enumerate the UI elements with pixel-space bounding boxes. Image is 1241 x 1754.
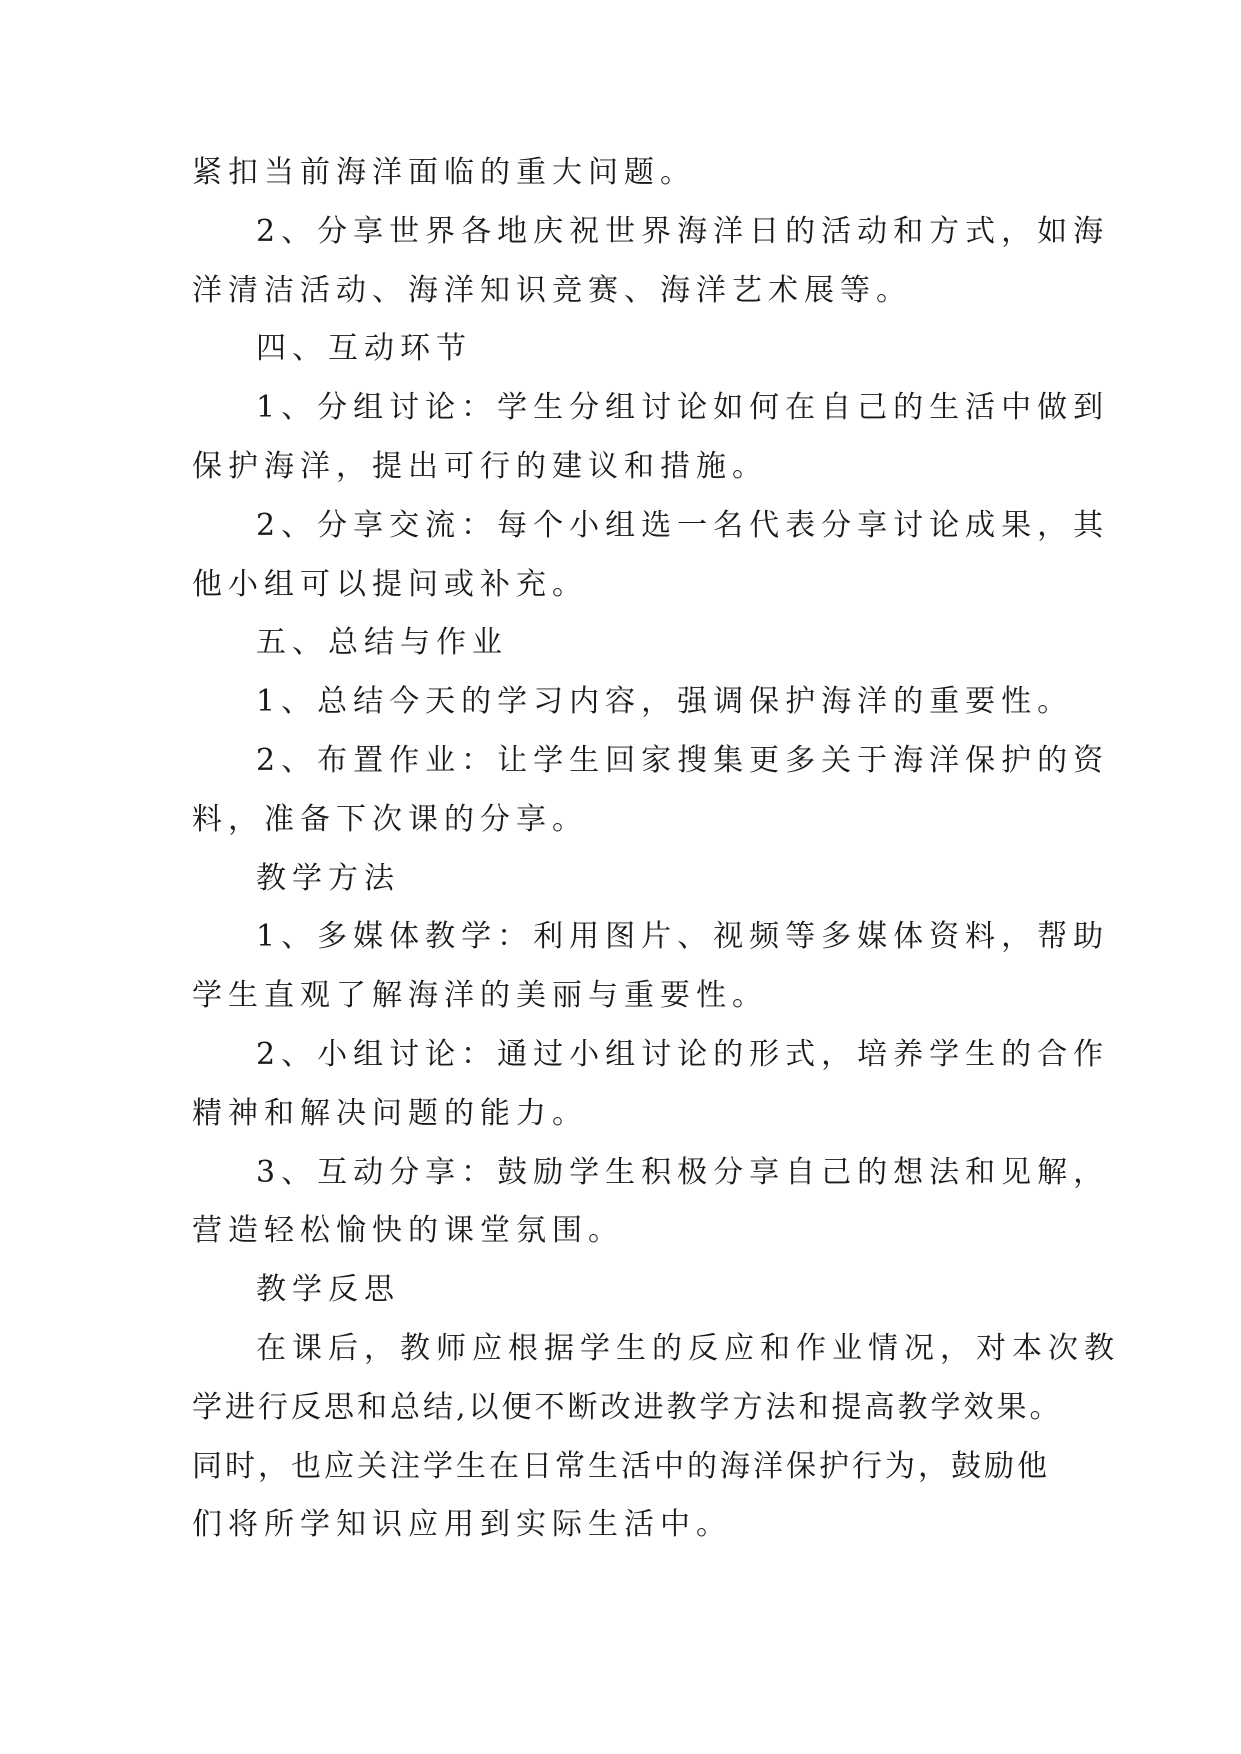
text-line: 洋清洁活动、海洋知识竞赛、海洋艺术展等。 [192,272,912,308]
text-line: 3、互动分享：鼓励学生积极分享自己的想法和见解， [256,1154,1110,1190]
section-heading: 教学反思 [256,1272,400,1308]
text-line: 学生直观了解海洋的美丽与重要性。 [192,978,768,1014]
text-line: 精神和解决问题的能力。 [192,1095,588,1131]
section-heading: 教学方法 [256,860,400,896]
text-line: 同时，也应关注学生在日常生活中的海洋保护行为，鼓励他 [192,1448,1050,1484]
text-line: 营造轻松愉快的课堂氛围。 [192,1213,624,1249]
text-line: 他小组可以提问或补充。 [192,566,588,602]
text-line: 1、多媒体教学：利用图片、视频等多媒体资料，帮助 [256,919,1110,955]
section-heading: 四、互动环节 [256,331,472,367]
text-line: 1、分组讨论：学生分组讨论如何在自己的生活中做到 [256,390,1110,426]
text-line: 料，准备下次课的分享。 [192,801,588,837]
text-line: 学进行反思和总结,以便不断改进教学方法和提高教学效果。 [192,1389,1063,1425]
text-line: 1、总结今天的学习内容，强调保护海洋的重要性。 [256,684,1074,720]
text-line: 2、分享世界各地庆祝世界海洋日的活动和方式，如海 [256,213,1110,249]
text-line: 保护海洋，提出可行的建议和措施。 [192,448,768,484]
document-body [192,153,1120,1564]
text-line: 们将所学知识应用到实际生活中。 [192,1507,732,1543]
text-line: 紧扣当前海洋面临的重大问题。 [192,155,696,190]
section-heading: 五、总结与作业 [256,625,508,661]
text-line: 2、小组讨论：通过小组讨论的形式，培养学生的合作 [256,1036,1110,1072]
text-line: 2、分享交流：每个小组选一名代表分享讨论成果，其 [256,507,1110,543]
text-line: 2、布置作业：让学生回家搜集更多关于海洋保护的资 [256,742,1110,778]
text-line: 在课后，教师应根据学生的反应和作业情况，对本次教 [256,1330,1120,1366]
